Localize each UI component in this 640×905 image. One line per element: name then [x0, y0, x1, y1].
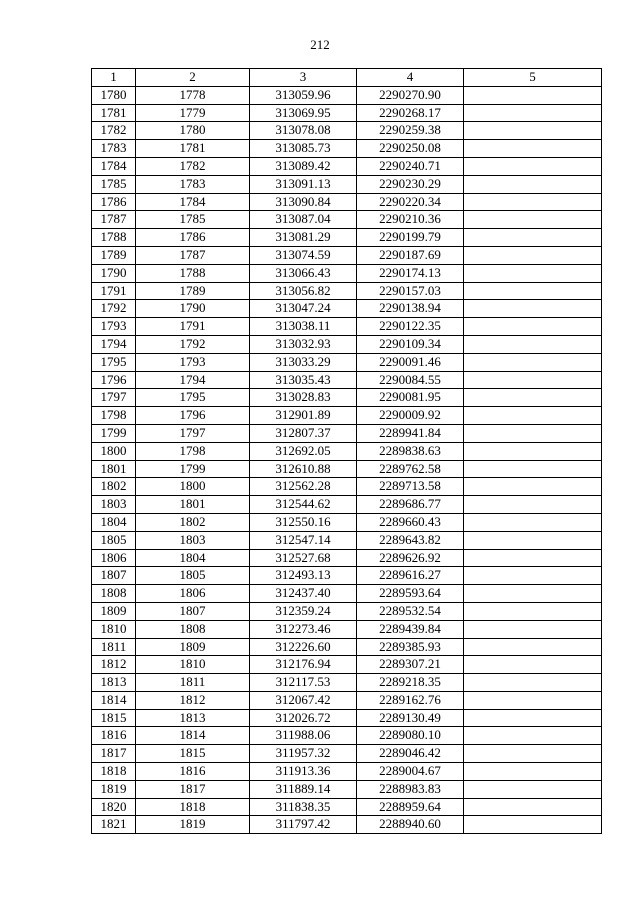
table-row [92, 175, 602, 193]
table-cell-col-5 [464, 620, 602, 638]
table-cell-col-3: 313038.11 [250, 318, 357, 336]
table-cell-col-2: 1799 [136, 460, 250, 478]
table-cell-col-5 [464, 442, 602, 460]
table-cell-col-4: 2290199.79 [357, 229, 464, 247]
table-cell-col-2: 1810 [136, 656, 250, 674]
table-cell-col-1: 1783 [92, 140, 136, 158]
column-header-4: 4 [357, 69, 464, 87]
table-cell-col-4: 2288940.60 [357, 816, 464, 834]
table-cell-col-5 [464, 264, 602, 282]
table-cell-col-4: 2289762.58 [357, 460, 464, 478]
table-cell-col-1: 1786 [92, 193, 136, 211]
table-row [92, 691, 602, 709]
table-cell-col-4: 2290157.03 [357, 282, 464, 300]
table-cell-col-5 [464, 318, 602, 336]
table-cell-col-2: 1788 [136, 264, 250, 282]
table-row [92, 460, 602, 478]
table-cell-col-5 [464, 780, 602, 798]
table-cell-col-1: 1793 [92, 318, 136, 336]
table-cell-col-4: 2289941.84 [357, 424, 464, 442]
table-cell-col-5 [464, 585, 602, 603]
table-cell-col-1: 1798 [92, 407, 136, 425]
table-cell-col-3: 311838.35 [250, 798, 357, 816]
table-cell-col-4: 2288983.83 [357, 780, 464, 798]
table-row [92, 86, 602, 104]
table-cell-col-2: 1783 [136, 175, 250, 193]
table-row [92, 674, 602, 692]
table-cell-col-4: 2290259.38 [357, 122, 464, 140]
table-cell-col-2: 1819 [136, 816, 250, 834]
table-cell-col-4: 2290109.34 [357, 335, 464, 353]
table-cell-col-2: 1805 [136, 567, 250, 585]
table-cell-col-4: 2290122.35 [357, 318, 464, 336]
table-cell-col-2: 1815 [136, 745, 250, 763]
table-cell-col-1: 1816 [92, 727, 136, 745]
table-cell-col-1: 1803 [92, 496, 136, 514]
table-cell-col-1: 1799 [92, 424, 136, 442]
table-row [92, 727, 602, 745]
table-cell-col-3: 312273.46 [250, 620, 357, 638]
table-cell-col-4: 2289643.82 [357, 531, 464, 549]
table-cell-col-3: 312901.89 [250, 407, 357, 425]
table-cell-col-3: 312117.53 [250, 674, 357, 692]
table-cell-col-2: 1786 [136, 229, 250, 247]
table-cell-col-2: 1812 [136, 691, 250, 709]
table-cell-col-1: 1813 [92, 674, 136, 692]
table-cell-col-5 [464, 798, 602, 816]
table-cell-col-3: 313091.13 [250, 175, 357, 193]
table-cell-col-3: 313087.04 [250, 211, 357, 229]
table-cell-col-2: 1789 [136, 282, 250, 300]
table-cell-col-5 [464, 157, 602, 175]
table-cell-col-5 [464, 745, 602, 763]
table-cell-col-3: 312544.62 [250, 496, 357, 514]
table-cell-col-1: 1807 [92, 567, 136, 585]
table-cell-col-5 [464, 175, 602, 193]
table-cell-col-2: 1798 [136, 442, 250, 460]
table-cell-col-1: 1788 [92, 229, 136, 247]
table-cell-col-3: 312226.60 [250, 638, 357, 656]
table-row [92, 229, 602, 247]
table-cell-col-3: 311957.32 [250, 745, 357, 763]
table-cell-col-2: 1808 [136, 620, 250, 638]
table-cell-col-4: 2289004.67 [357, 763, 464, 781]
table-cell-col-5 [464, 246, 602, 264]
table-cell-col-5 [464, 567, 602, 585]
table-row [92, 763, 602, 781]
table-cell-col-3: 313032.93 [250, 335, 357, 353]
table-cell-col-4: 2290187.69 [357, 246, 464, 264]
table-cell-col-2: 1809 [136, 638, 250, 656]
table-cell-col-5 [464, 674, 602, 692]
table-cell-col-1: 1780 [92, 86, 136, 104]
table-cell-col-4: 2290210.36 [357, 211, 464, 229]
page-number: 212 [310, 37, 330, 52]
table-cell-col-4: 2290091.46 [357, 353, 464, 371]
table-cell-col-4: 2290084.55 [357, 371, 464, 389]
table-cell-col-3: 312562.28 [250, 478, 357, 496]
table-cell-col-3: 312527.68 [250, 549, 357, 567]
table-cell-col-5 [464, 513, 602, 531]
table-row [92, 567, 602, 585]
table-cell-col-1: 1791 [92, 282, 136, 300]
table-cell-col-5 [464, 709, 602, 727]
table-cell-col-3: 312437.40 [250, 585, 357, 603]
table-cell-col-1: 1796 [92, 371, 136, 389]
table-cell-col-3: 313069.95 [250, 104, 357, 122]
table-cell-col-2: 1811 [136, 674, 250, 692]
table-row [92, 780, 602, 798]
table-cell-col-5 [464, 638, 602, 656]
table-cell-col-2: 1797 [136, 424, 250, 442]
table-cell-col-1: 1797 [92, 389, 136, 407]
table-cell-col-2: 1795 [136, 389, 250, 407]
table-cell-col-3: 312067.42 [250, 691, 357, 709]
table-cell-col-5 [464, 763, 602, 781]
table-cell-col-1: 1820 [92, 798, 136, 816]
table-cell-col-4: 2290270.90 [357, 86, 464, 104]
table-row [92, 318, 602, 336]
table-cell-col-3: 313028.83 [250, 389, 357, 407]
table-cell-col-2: 1782 [136, 157, 250, 175]
table-cell-col-3: 312807.37 [250, 424, 357, 442]
table-cell-col-2: 1778 [136, 86, 250, 104]
table-row [92, 745, 602, 763]
table-cell-col-5 [464, 193, 602, 211]
column-header-2: 2 [136, 69, 250, 87]
table-cell-col-1: 1818 [92, 763, 136, 781]
table-cell-col-2: 1792 [136, 335, 250, 353]
table-cell-col-1: 1809 [92, 602, 136, 620]
table-cell-col-4: 2290250.08 [357, 140, 464, 158]
table-cell-col-2: 1796 [136, 407, 250, 425]
table-cell-col-3: 311913.36 [250, 763, 357, 781]
table-cell-col-3: 313066.43 [250, 264, 357, 282]
table-cell-col-3: 313074.59 [250, 246, 357, 264]
table-cell-col-3: 311797.42 [250, 816, 357, 834]
table-cell-col-3: 311988.06 [250, 727, 357, 745]
table-row [92, 513, 602, 531]
table-cell-col-1: 1794 [92, 335, 136, 353]
table-row [92, 798, 602, 816]
table-row [92, 353, 602, 371]
table-cell-col-4: 2290220.34 [357, 193, 464, 211]
table-cell-col-2: 1804 [136, 549, 250, 567]
table-cell-col-3: 312176.94 [250, 656, 357, 674]
table-cell-col-3: 312550.16 [250, 513, 357, 531]
table-cell-col-5 [464, 300, 602, 318]
table-cell-col-4: 2289080.10 [357, 727, 464, 745]
table-cell-col-4: 2289162.76 [357, 691, 464, 709]
table-cell-col-5 [464, 478, 602, 496]
table-cell-col-1: 1817 [92, 745, 136, 763]
table-row [92, 157, 602, 175]
table-cell-col-1: 1781 [92, 104, 136, 122]
table-cell-col-5 [464, 460, 602, 478]
table-cell-col-1: 1815 [92, 709, 136, 727]
table-cell-col-2: 1807 [136, 602, 250, 620]
table-cell-col-4: 2288959.64 [357, 798, 464, 816]
table-cell-col-1: 1801 [92, 460, 136, 478]
table-cell-col-2: 1802 [136, 513, 250, 531]
table-cell-col-2: 1791 [136, 318, 250, 336]
table-row [92, 264, 602, 282]
table-row [92, 246, 602, 264]
table-row [92, 282, 602, 300]
table-row [92, 709, 602, 727]
table-cell-col-4: 2290138.94 [357, 300, 464, 318]
table-cell-col-4: 2290081.95 [357, 389, 464, 407]
table-row [92, 193, 602, 211]
table-cell-col-5 [464, 424, 602, 442]
table-cell-col-2: 1803 [136, 531, 250, 549]
table-cell-col-2: 1814 [136, 727, 250, 745]
table-cell-col-3: 312359.24 [250, 602, 357, 620]
table-cell-col-4: 2289838.63 [357, 442, 464, 460]
table-row [92, 300, 602, 318]
table-row [92, 389, 602, 407]
table-cell-col-5 [464, 335, 602, 353]
table-cell-col-4: 2289439.84 [357, 620, 464, 638]
table-row [92, 424, 602, 442]
table-cell-col-2: 1800 [136, 478, 250, 496]
table-cell-col-2: 1813 [136, 709, 250, 727]
table-cell-col-1: 1819 [92, 780, 136, 798]
table-cell-col-5 [464, 389, 602, 407]
table-cell-col-1: 1805 [92, 531, 136, 549]
table-row [92, 122, 602, 140]
table-row [92, 104, 602, 122]
table-cell-col-2: 1817 [136, 780, 250, 798]
table-cell-col-5 [464, 371, 602, 389]
table-cell-col-2: 1781 [136, 140, 250, 158]
table-cell-col-5 [464, 140, 602, 158]
table-row [92, 496, 602, 514]
table-row [92, 620, 602, 638]
table-cell-col-1: 1785 [92, 175, 136, 193]
table-cell-col-5 [464, 496, 602, 514]
table-cell-col-2: 1779 [136, 104, 250, 122]
table-cell-col-2: 1785 [136, 211, 250, 229]
table-row [92, 442, 602, 460]
table-cell-col-5 [464, 602, 602, 620]
table-cell-col-3: 312493.13 [250, 567, 357, 585]
table-cell-col-3: 313081.29 [250, 229, 357, 247]
table-cell-col-4: 2289218.35 [357, 674, 464, 692]
column-header-5: 5 [464, 69, 602, 87]
table-cell-col-1: 1802 [92, 478, 136, 496]
table-cell-col-5 [464, 531, 602, 549]
table-cell-col-1: 1800 [92, 442, 136, 460]
table-row [92, 335, 602, 353]
table-cell-col-1: 1804 [92, 513, 136, 531]
table-row [92, 549, 602, 567]
table-row [92, 602, 602, 620]
column-header-3: 3 [250, 69, 357, 87]
table-cell-col-5 [464, 816, 602, 834]
table-row [92, 478, 602, 496]
table-cell-col-5 [464, 549, 602, 567]
table-cell-col-3: 311889.14 [250, 780, 357, 798]
table-cell-col-1: 1789 [92, 246, 136, 264]
table-cell-col-5 [464, 656, 602, 674]
table-cell-col-5 [464, 211, 602, 229]
table-body [92, 86, 602, 833]
table-cell-col-1: 1782 [92, 122, 136, 140]
table-cell-col-4: 2289130.49 [357, 709, 464, 727]
table-cell-col-5 [464, 353, 602, 371]
table-row [92, 585, 602, 603]
table-cell-col-5 [464, 229, 602, 247]
table-cell-col-3: 312610.88 [250, 460, 357, 478]
table-cell-col-4: 2289046.42 [357, 745, 464, 763]
column-header-1: 1 [92, 69, 136, 87]
table-cell-col-4: 2289307.21 [357, 656, 464, 674]
table-cell-col-2: 1790 [136, 300, 250, 318]
table-cell-col-5 [464, 104, 602, 122]
table-cell-col-4: 2290268.17 [357, 104, 464, 122]
table-cell-col-4: 2290230.29 [357, 175, 464, 193]
table-cell-col-3: 313035.43 [250, 371, 357, 389]
table-cell-col-1: 1792 [92, 300, 136, 318]
table-cell-col-4: 2289593.64 [357, 585, 464, 603]
table-row [92, 638, 602, 656]
table-cell-col-5 [464, 282, 602, 300]
table-row [92, 407, 602, 425]
table-row [92, 656, 602, 674]
table-cell-col-4: 2289385.93 [357, 638, 464, 656]
table-cell-col-4: 2289616.27 [357, 567, 464, 585]
table-cell-col-4: 2290174.13 [357, 264, 464, 282]
table-cell-col-2: 1818 [136, 798, 250, 816]
table-cell-col-3: 313056.82 [250, 282, 357, 300]
table-cell-col-3: 313090.84 [250, 193, 357, 211]
table-cell-col-5 [464, 407, 602, 425]
table-cell-col-1: 1812 [92, 656, 136, 674]
table-cell-col-3: 312547.14 [250, 531, 357, 549]
table-cell-col-4: 2290009.92 [357, 407, 464, 425]
table-cell-col-1: 1808 [92, 585, 136, 603]
table-cell-col-3: 312692.05 [250, 442, 357, 460]
table-cell-col-2: 1793 [136, 353, 250, 371]
table-cell-col-3: 313085.73 [250, 140, 357, 158]
table-cell-col-1: 1787 [92, 211, 136, 229]
table-cell-col-2: 1780 [136, 122, 250, 140]
table-cell-col-4: 2289713.58 [357, 478, 464, 496]
table-cell-col-3: 313089.42 [250, 157, 357, 175]
table-row [92, 211, 602, 229]
table-cell-col-2: 1787 [136, 246, 250, 264]
table-cell-col-3: 313047.24 [250, 300, 357, 318]
table-cell-col-1: 1790 [92, 264, 136, 282]
table-row [92, 140, 602, 158]
table-cell-col-3: 313033.29 [250, 353, 357, 371]
table-cell-col-4: 2289686.77 [357, 496, 464, 514]
table-cell-col-3: 313059.96 [250, 86, 357, 104]
table-row [92, 816, 602, 834]
table-cell-col-4: 2289532.54 [357, 602, 464, 620]
table-cell-col-1: 1795 [92, 353, 136, 371]
table-cell-col-1: 1810 [92, 620, 136, 638]
table-row [92, 371, 602, 389]
table-cell-col-1: 1814 [92, 691, 136, 709]
table-cell-col-2: 1806 [136, 585, 250, 603]
table-cell-col-5 [464, 727, 602, 745]
table-cell-col-3: 313078.08 [250, 122, 357, 140]
table-cell-col-5 [464, 86, 602, 104]
table-cell-col-2: 1816 [136, 763, 250, 781]
table-cell-col-4: 2289660.43 [357, 513, 464, 531]
table-row [92, 531, 602, 549]
table-cell-col-3: 312026.72 [250, 709, 357, 727]
table-cell-col-1: 1806 [92, 549, 136, 567]
table-cell-col-5 [464, 691, 602, 709]
table-cell-col-1: 1811 [92, 638, 136, 656]
table-cell-col-5 [464, 122, 602, 140]
table-cell-col-2: 1801 [136, 496, 250, 514]
coordinates-table [91, 68, 602, 834]
table-cell-col-2: 1794 [136, 371, 250, 389]
table-header-row [92, 69, 602, 87]
table-cell-col-4: 2290240.71 [357, 157, 464, 175]
table-cell-col-1: 1784 [92, 157, 136, 175]
table-cell-col-1: 1821 [92, 816, 136, 834]
table-cell-col-2: 1784 [136, 193, 250, 211]
table-cell-col-4: 2289626.92 [357, 549, 464, 567]
